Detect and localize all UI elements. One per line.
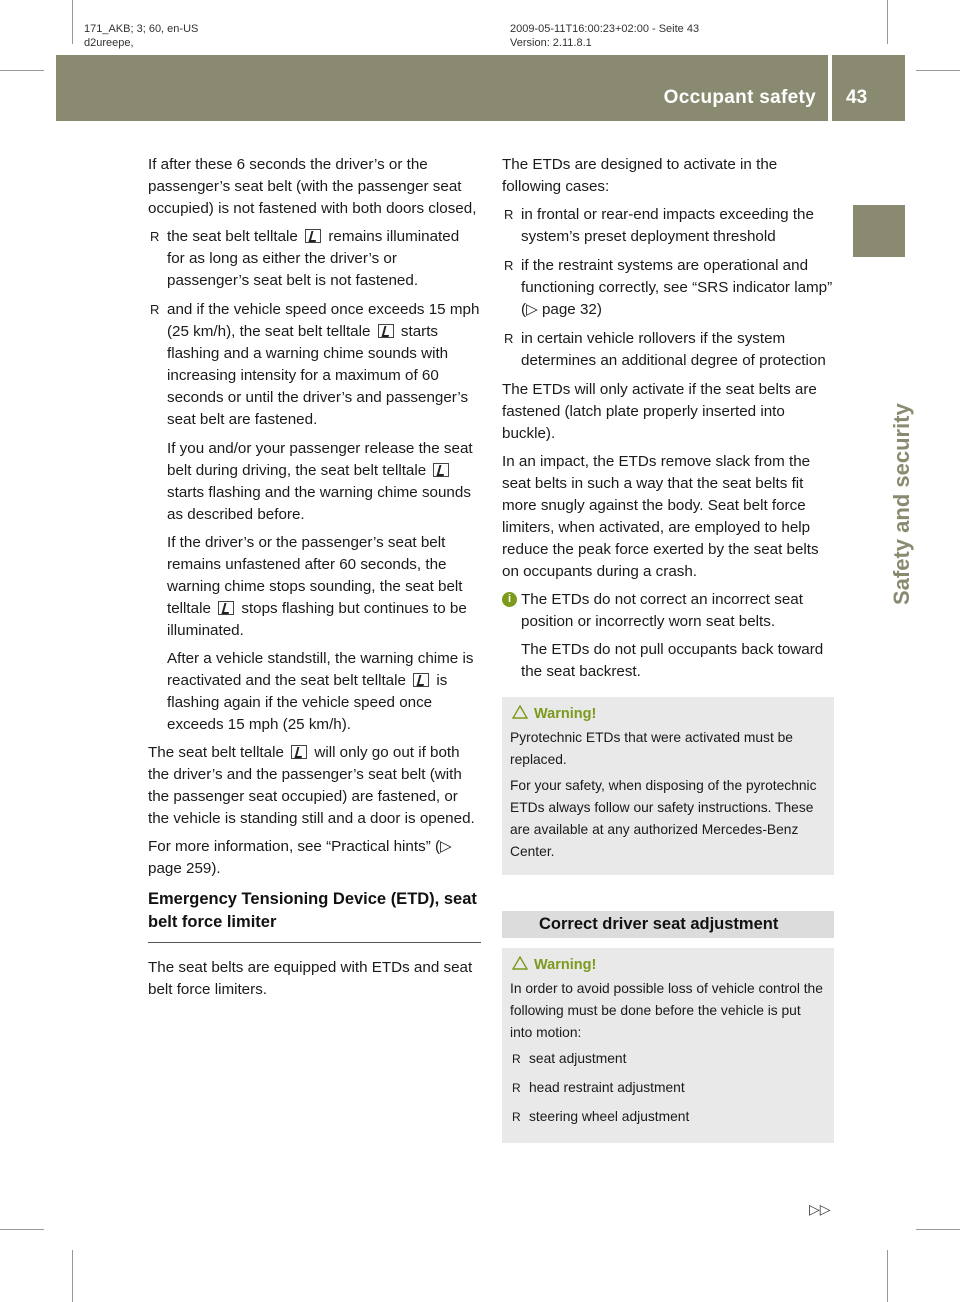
warning-box [502,697,834,875]
warning-icon [512,956,528,970]
list-item: R and if the vehicle speed once exceeds 15 mph (25 km/h), the seat belt telltale starts flashing and a warning chime sounds with increasing intensity for a maximum of 60 seconds or until the driver’s and passenger’s seat belt are fastened. [148,299,481,431]
list-item: R head restraint adjustment [510,1077,826,1099]
seat-belt-telltale-icon [218,601,234,615]
crop-mark [887,0,888,44]
list-item: R if the restraint systems are operational and functioning correctly, see “SRS indicator lamp” (▷ page 32) [502,255,834,321]
left-column [148,154,481,1007]
warning-title: Warning! [510,954,826,976]
paragraph: The ETDs will only activate if the seat belts are fastened (latch plate properly inserted into buckle). [502,381,817,442]
seat-belt-telltale-icon [413,673,429,687]
sub-paragraph: If the driver’s or the passenger’s seat belt remains unfastened after 60 seconds, the warning chime stops sounding, the seat belt telltale stops flashing but continues to be illuminated. [167,534,467,639]
paragraph: In an impact, the ETDs remove slack from the seat belts in such a way that the seat belts fit more snugly against the body. Seat belt force limiters, when activated, are employed to help reduce the peak force exerted by the seat belts on occupants during a crash. [502,453,819,580]
warning-text: In order to avoid possible loss of vehicle control the following must be done before the vehicle is put into motion: [510,981,823,1040]
section-heading-seat: Correct driver seat adjustment [502,911,834,938]
heading-rule [148,942,481,943]
crop-mark [0,70,44,71]
meta-timestamp: 2009-05-11T16:00:23+02:00 - Seite 43 Version: 2.11.8.1 [510,23,700,49]
list-item: R seat adjustment [510,1048,826,1070]
info-note-continued: The ETDs do not pull occupants back toward the seat backrest. [521,641,824,680]
sub-paragraph: If you and/or your passenger release the seat belt during driving, the seat belt telltale starts flashing and the warning chime sounds as described before. [167,440,473,523]
paragraph: The seat belts are equipped with ETDs and seat belt force limiters. [148,959,473,998]
info-note: i The ETDs do not correct an incorrect seat position or incorrectly worn seat belts. [502,589,834,633]
intro-paragraph: The ETDs are designed to activate in the following cases: [502,156,778,195]
crop-mark [0,1229,44,1230]
paragraph: The seat belt telltale will only go out if both the driver’s and the passenger’s seat belt (with the passenger seat occupied) are fastened, or the vehicle is standing still and a door is opened. [148,744,475,827]
continue-marker: ▷▷ [809,1201,831,1217]
warning-text: For your safety, when disposing of the pyrotechnic ETDs always follow our safety instructions. These are available at any authorized Mercedes-Benz Center. [510,778,817,859]
page-number: 43 [846,87,868,108]
right-column [502,154,834,1143]
crop-mark [916,1229,960,1230]
seat-belt-telltale-icon [291,745,307,759]
warning-box [502,948,834,1143]
crop-mark [916,70,960,71]
crop-mark [72,0,73,44]
page-title: Occupant safety [663,87,816,108]
section-heading-etd: Emergency Tensioning Device (ETD), seat belt force limiter [148,890,477,931]
meta-doc-id: 171_AKB; 3; 60, en-US d2ureepe, [84,23,199,49]
seat-belt-telltale-icon [378,324,394,338]
side-tab-marker [853,205,905,257]
header-separator [828,55,832,121]
list-item: R in certain vehicle rollovers if the system determines an additional degree of protection [502,328,834,372]
warning-text: Pyrotechnic ETDs that were activated must be replaced. [510,730,793,767]
page-arrow-icon: ▷ [440,838,452,855]
side-tab [857,265,914,605]
warning-title: Warning! [510,703,826,725]
warning-icon [512,705,528,719]
list-item: R in frontal or rear-end impacts exceeding the system’s preset deployment threshold [502,204,834,248]
list-item: R steering wheel adjustment [510,1106,826,1128]
side-tab-label: Safety and security [889,403,914,605]
page-arrow-icon: ▷ [526,301,538,318]
crop-mark [887,1250,888,1302]
info-icon: i [502,592,517,607]
page-reference[interactable]: For more information, see “Practical hints” (▷ page 259). [148,838,452,877]
seat-belt-telltale-icon [433,463,449,477]
seat-belt-telltale-icon [305,229,321,243]
intro-paragraph: If after these 6 seconds the driver’s or the passenger’s seat belt (with the passenger seat occupied) is not fastened with both doors closed, [148,156,477,217]
list-item: R the seat belt telltale remains illuminated for as long as either the driver’s or passenger’s seat belt is not fastened. [148,226,481,292]
crop-mark [72,1250,73,1302]
sub-paragraph: After a vehicle standstill, the warning chime is reactivated and the seat belt telltale is flashing again if the vehicle speed once exceeds 15 mph (25 km/h). [167,650,474,733]
